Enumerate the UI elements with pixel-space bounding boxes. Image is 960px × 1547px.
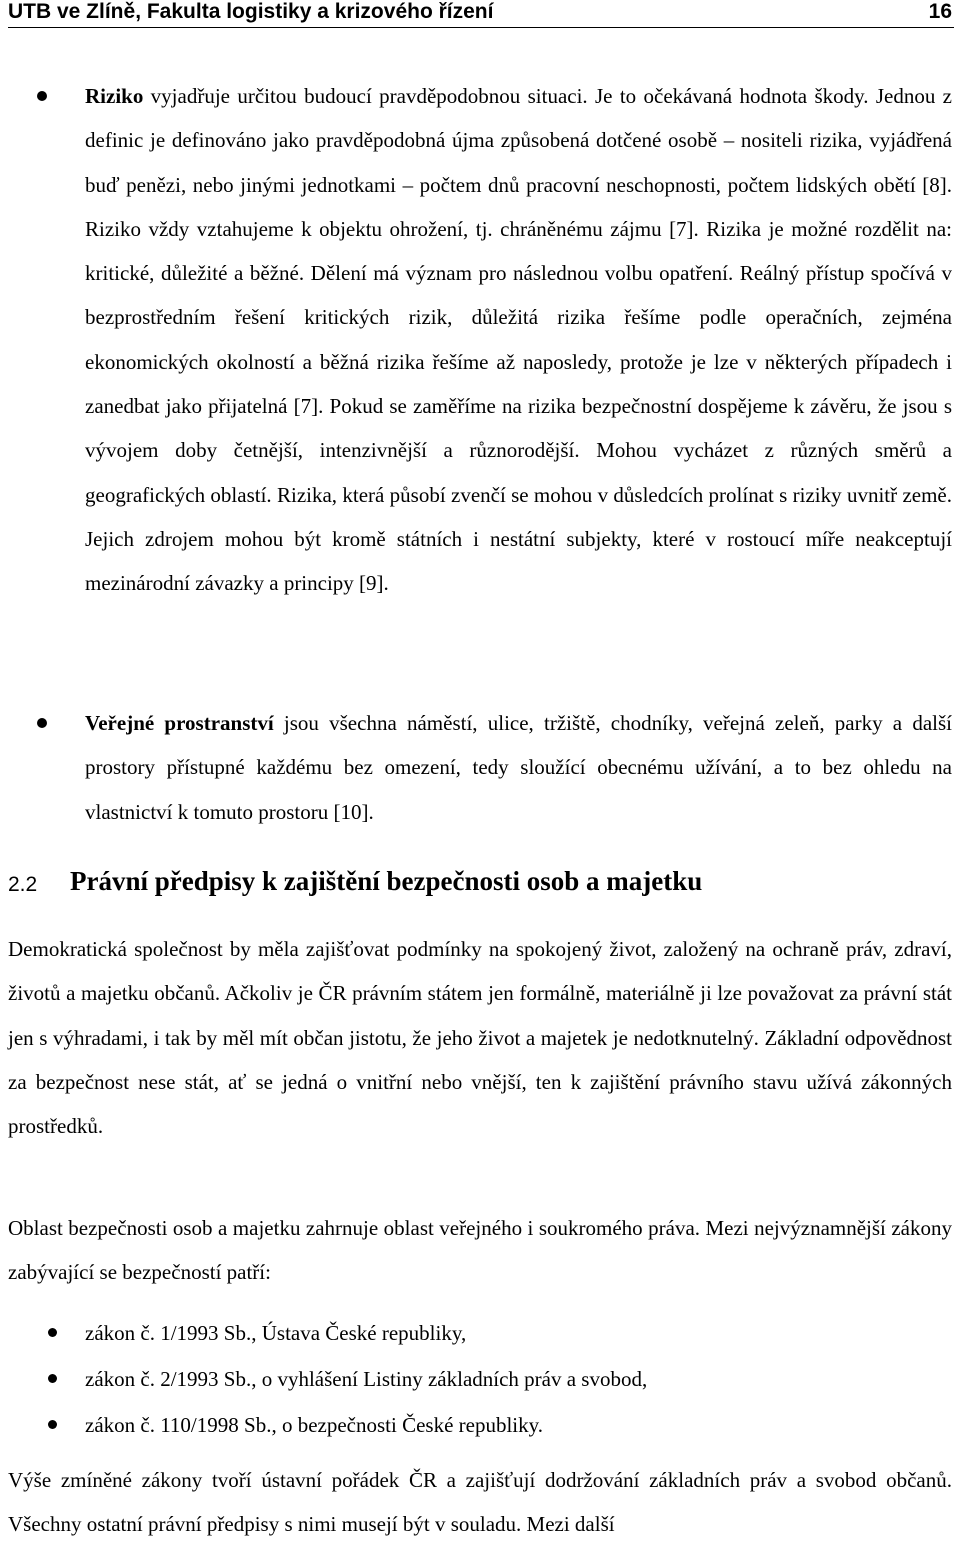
- term-definition: vyjadřuje určitou budoucí pravděpodobnou situaci. Je to očekávaná hodnota škody. Jednou z definic je definováno jako pravděpodobná újma způsobená dotčené osobě – nositeli rizika, vyjádřená buď penězi, nebo jinými jednotkami – počtem dnů pracovní neschopnosti, počtem lidských obětí [8]. Riziko vždy vztahujeme k objektu ohrožení, tj. chráněnému zájmu [7]. Rizika je možné rozdělit na: kritické, důležité a běžné. Dělení má význam pro následnou volbu opatření. Reálný přístup spočívá v bezprostředním řešení kritických rizik, důležitá rizika řešíme podle operačních, zejména ekonomických okolností a běžná rizika řešíme až naposledy, protože je lze v některých případech i zanedbat jako přijatelná [7]. Pokud se zaměříme na rizika bezpečnostní dospějeme k závěru, že jsou s vývojem doby četnější, intenzivnější a různorodější. Mohou vycházet z různých směrů a geografických oblastí. Rizika, která působí zvenčí se mohou v důsledcích prolínat s riziky uvnitř země. Jejich zdrojem mohou být kromě státních i nestátní subjekty, které v rostoucí míře neakceptují mezinárodní závazky a principy [9].: [85, 84, 952, 596]
- law-list: [85, 1310, 647, 1448]
- bullet-icon: [37, 718, 47, 728]
- term-label: Veřejné prostranství: [85, 711, 274, 735]
- term-definition: jsou všechna náměstí, ulice, tržiště, chodníky, veřejná zeleň, parky a další prostory přístupné každému bez omezení, tedy sloužící obecnému užívání, a to bez ohledu na vlastnictví k tomuto prostoru [10].: [85, 711, 953, 824]
- term-label: Riziko: [85, 84, 144, 108]
- section-title: Právní předpisy k zajištění bezpečnosti osob a majetku: [70, 866, 703, 896]
- bullet-icon: [48, 1374, 57, 1383]
- paragraph: Oblast bezpečnosti osob a majetku zahrnuje oblast veřejného i soukromého práva. Mezi nejvýznamnější zákony zabývající se bezpečností patří:: [8, 1216, 952, 1285]
- bullet-item-verejne-prostranstvi: [85, 701, 952, 834]
- list-item: [85, 1356, 647, 1402]
- paragraph: Výše zmíněné zákony tvoří ústavní pořádek ČR a zajišťují dodržování základních práv a svobod občanů. Všechny ostatní právní předpisy s nimi musejí být v souladu. Mezi další: [8, 1468, 952, 1537]
- bullet-icon: [37, 91, 47, 101]
- law-text: zákon č. 110/1998 Sb., o bezpečnosti České republiky.: [85, 1413, 544, 1437]
- bullet-item-riziko: [85, 74, 952, 606]
- bullet-icon: [48, 1420, 57, 1429]
- section-number: 2.2: [8, 873, 38, 896]
- section-heading: [8, 866, 908, 906]
- page-number: 16: [928, 0, 952, 23]
- list-item: [85, 1402, 647, 1448]
- law-text: zákon č. 1/1993 Sb., Ústava České republiky,: [85, 1321, 467, 1345]
- page-header: [8, 0, 954, 28]
- header-title: UTB ve Zlíně, Fakulta logistiky a krizového řízení: [8, 0, 494, 23]
- law-text: zákon č. 2/1993 Sb., o vyhlášení Listiny základních práv a svobod,: [85, 1367, 648, 1391]
- paragraph: Demokratická společnost by měla zajišťovat podmínky na spokojený život, založený na ochraně práv, zdraví, životů a majetku občanů. Ačkoliv je ČR právním státem jen formálně, materiálně ji lze považovat za právní stát jen s výhradami, i tak by měl mít občan jistotu, že jeho život a majetek je nedotknutelný. Základní odpovědnost za bezpečnost nese stát, ať se jedná o vnitřní nebo vnější, ten k zajištění právního stavu užívá zákonných prostředků.: [8, 937, 952, 1139]
- list-item: [85, 1310, 647, 1356]
- bullet-icon: [48, 1328, 57, 1337]
